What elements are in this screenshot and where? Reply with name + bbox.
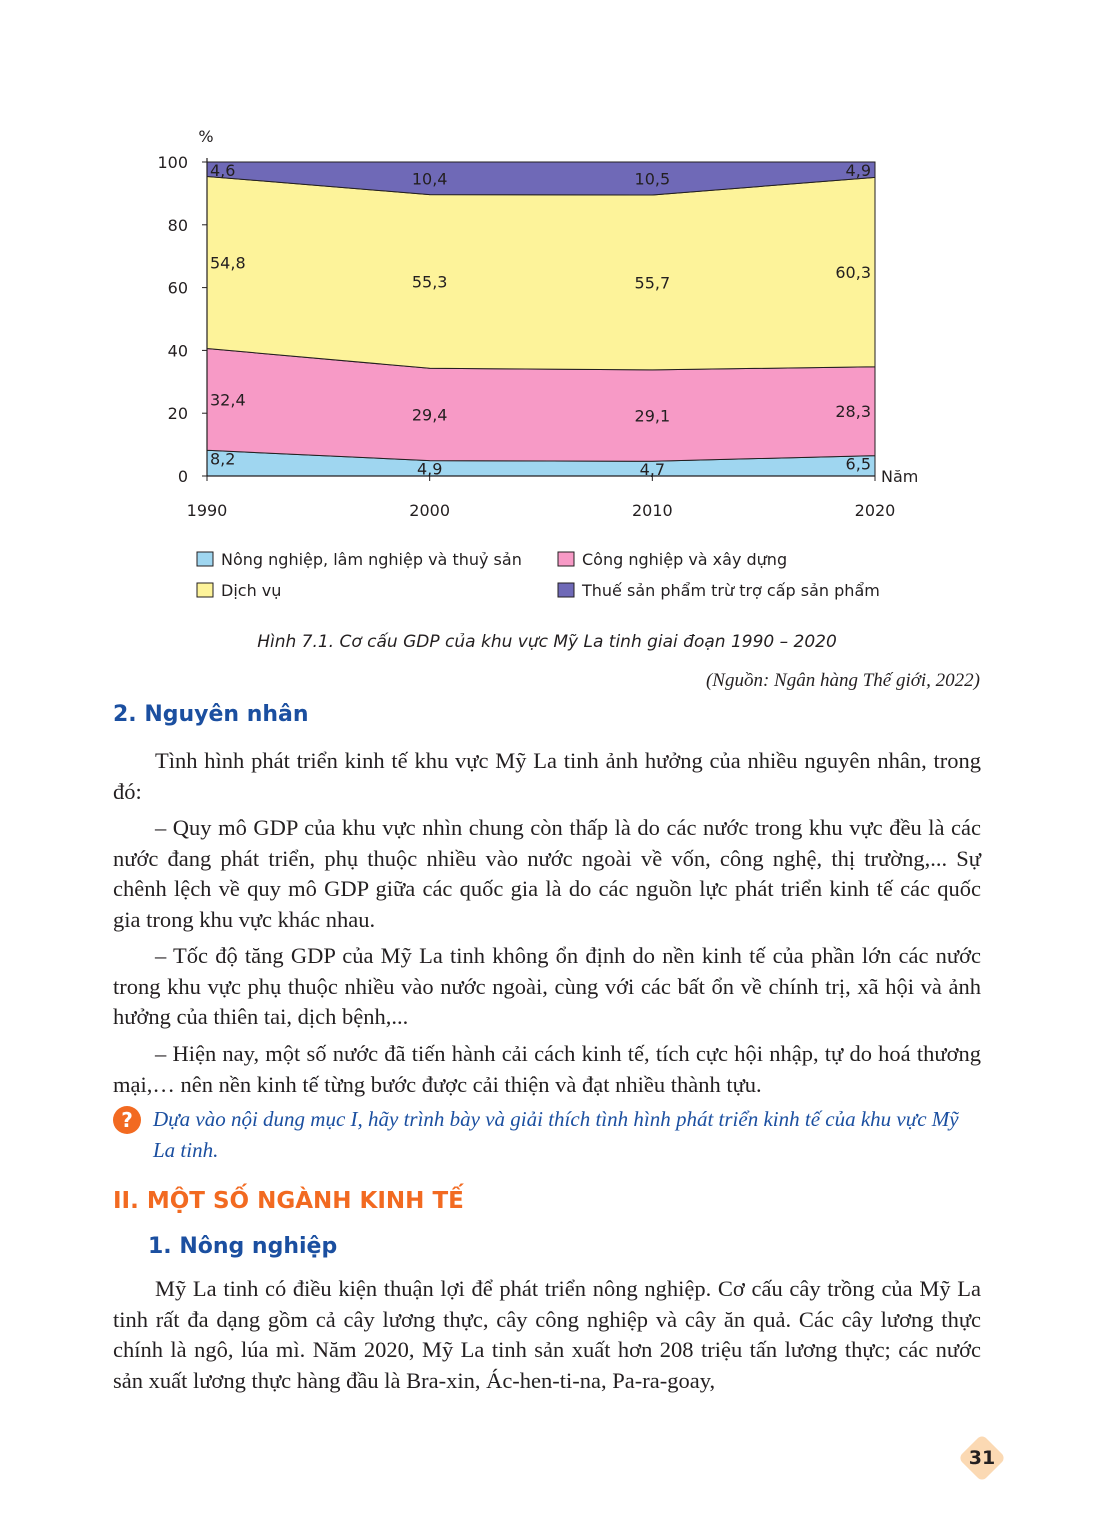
value-label: 10,5 <box>634 169 671 189</box>
value-label: 55,3 <box>411 272 448 292</box>
value-label: 4,9 <box>845 161 871 180</box>
figure-source: (Nguồn: Ngân hàng Thế giới, 2022) <box>705 670 980 691</box>
value-label: 29,1 <box>634 406 671 426</box>
legend-swatch-1 <box>197 552 213 566</box>
legend-swatch-4 <box>558 583 574 597</box>
question-text: Dựa vào nội dung mục I, hãy trình bày và giải thích tình hình phát triển kinh tế của khu vực Mỹ La tinh. <box>153 1107 959 1162</box>
chart-legend <box>197 550 880 600</box>
y-tick-label: 80 <box>167 215 188 235</box>
legend-swatch-3 <box>197 583 213 597</box>
x-tick-label: 1990 <box>186 501 228 520</box>
x-tick-label: 2000 <box>409 501 451 520</box>
value-label: 28,3 <box>835 402 871 422</box>
value-label: 4,9 <box>416 459 443 479</box>
page-number: 31 <box>968 1447 996 1469</box>
paragraph-agriculture: Mỹ La tinh có điều kiện thuận lợi để phát triển nông nghiệp. Cơ cấu cây trồng của Mỹ La tinh rất đa dạng gồm cả cây lương thực, cây công nghiệp và cây ăn quả. Các cây lương thực chính là ngô, lúa mì. Năm 2020, Mỹ La tinh sản xuất hơn 208 triệu tấn lương thực; các nước sản xuất lương thực hàng đầu là Bra-xin, Ác-hen-ti-na, Pa-ra-goay, <box>113 1276 981 1393</box>
paragraph-reforms: – Hiện nay, một số nước đã tiến hành cải cách kinh tế, tích cực hội nhập, tự do hoá thương mại,… nên nền kinh tế từng bước được cải thiện và đạt nhiều thành tựu. <box>113 1041 981 1097</box>
value-label: 10,4 <box>411 169 448 189</box>
y-tick-label: 40 <box>167 341 188 361</box>
y-tick-label: 60 <box>167 278 188 298</box>
value-label: 32,4 <box>210 390 246 410</box>
x-tick-label: 2010 <box>631 501 673 520</box>
legend-swatch-2 <box>558 552 574 566</box>
legend-label-1: Nông nghiệp, lâm nghiệp và thuỷ sản <box>221 550 522 569</box>
value-label: 4,7 <box>639 460 666 480</box>
paragraph-gdp-scale: – Quy mô GDP của khu vực nhìn chung còn thấp là do các nước trong khu vực đều là các nước đang phát triển, phụ thuộc nhiều vào nước ngoài về vốn, công nghệ, thị trường,... Sự chênh lệch về quy mô GDP giữa các quốc gia là do các nguồn lực phát triển kinh tế các quốc gia trong khu vực khác nhau. <box>113 815 981 932</box>
value-label: 29,4 <box>411 405 448 425</box>
y-tick-label: 100 <box>157 153 188 172</box>
x-tick-label: 2020 <box>854 501 896 520</box>
subsection-heading-agriculture: 1. Nông nghiệp <box>148 1234 338 1259</box>
legend-label-3: Dịch vụ <box>221 581 282 600</box>
y-tick-label: 20 <box>167 404 188 424</box>
gdp-structure-area-chart <box>0 0 1094 620</box>
value-label: 8,2 <box>210 449 236 469</box>
y-tick-label: 0 <box>177 467 188 486</box>
chart-areas <box>207 162 875 476</box>
value-label: 4,6 <box>210 161 236 180</box>
value-label: 60,3 <box>835 263 871 283</box>
value-label: 55,7 <box>634 273 671 293</box>
y-axis-unit: % <box>198 127 214 146</box>
legend-label-4: Thuế sản phẩm trừ trợ cấp sản phẩm <box>582 581 880 600</box>
paragraph-intro: Tình hình phát triển kinh tế khu vực Mỹ La tinh ảnh hưởng của nhiều nguyên nhân, trong đó: <box>113 748 981 804</box>
question-icon: ? <box>113 1106 141 1134</box>
value-label: 6,5 <box>845 454 871 474</box>
legend-label-2: Công nghiệp và xây dựng <box>582 550 788 569</box>
figure-caption: Hình 7.1. Cơ cấu GDP của khu vực Mỹ La tinh giai đoạn 1990 – 2020 <box>257 632 837 652</box>
value-label: 54,8 <box>210 253 246 273</box>
paragraph-growth-rate: – Tốc độ tăng GDP của Mỹ La tinh không ổn định do nền kinh tế của phần lớn các nước trong khu vực phụ thuộc nhiều vào nước ngoài, cùng với các bất ổn về chính trị, xã hội và ảnh hưởng của thiên tai, dịch bệnh,... <box>113 943 981 1029</box>
page-number-badge <box>958 1434 1006 1482</box>
x-axis-unit: Năm <box>881 467 919 486</box>
question-box <box>113 1104 981 1166</box>
section-heading-industries: II. MỘT SỐ NGÀNH KINH TẾ <box>113 1188 464 1214</box>
section-heading-causes: 2. Nguyên nhân <box>113 702 309 727</box>
area-series-3 <box>207 176 875 369</box>
